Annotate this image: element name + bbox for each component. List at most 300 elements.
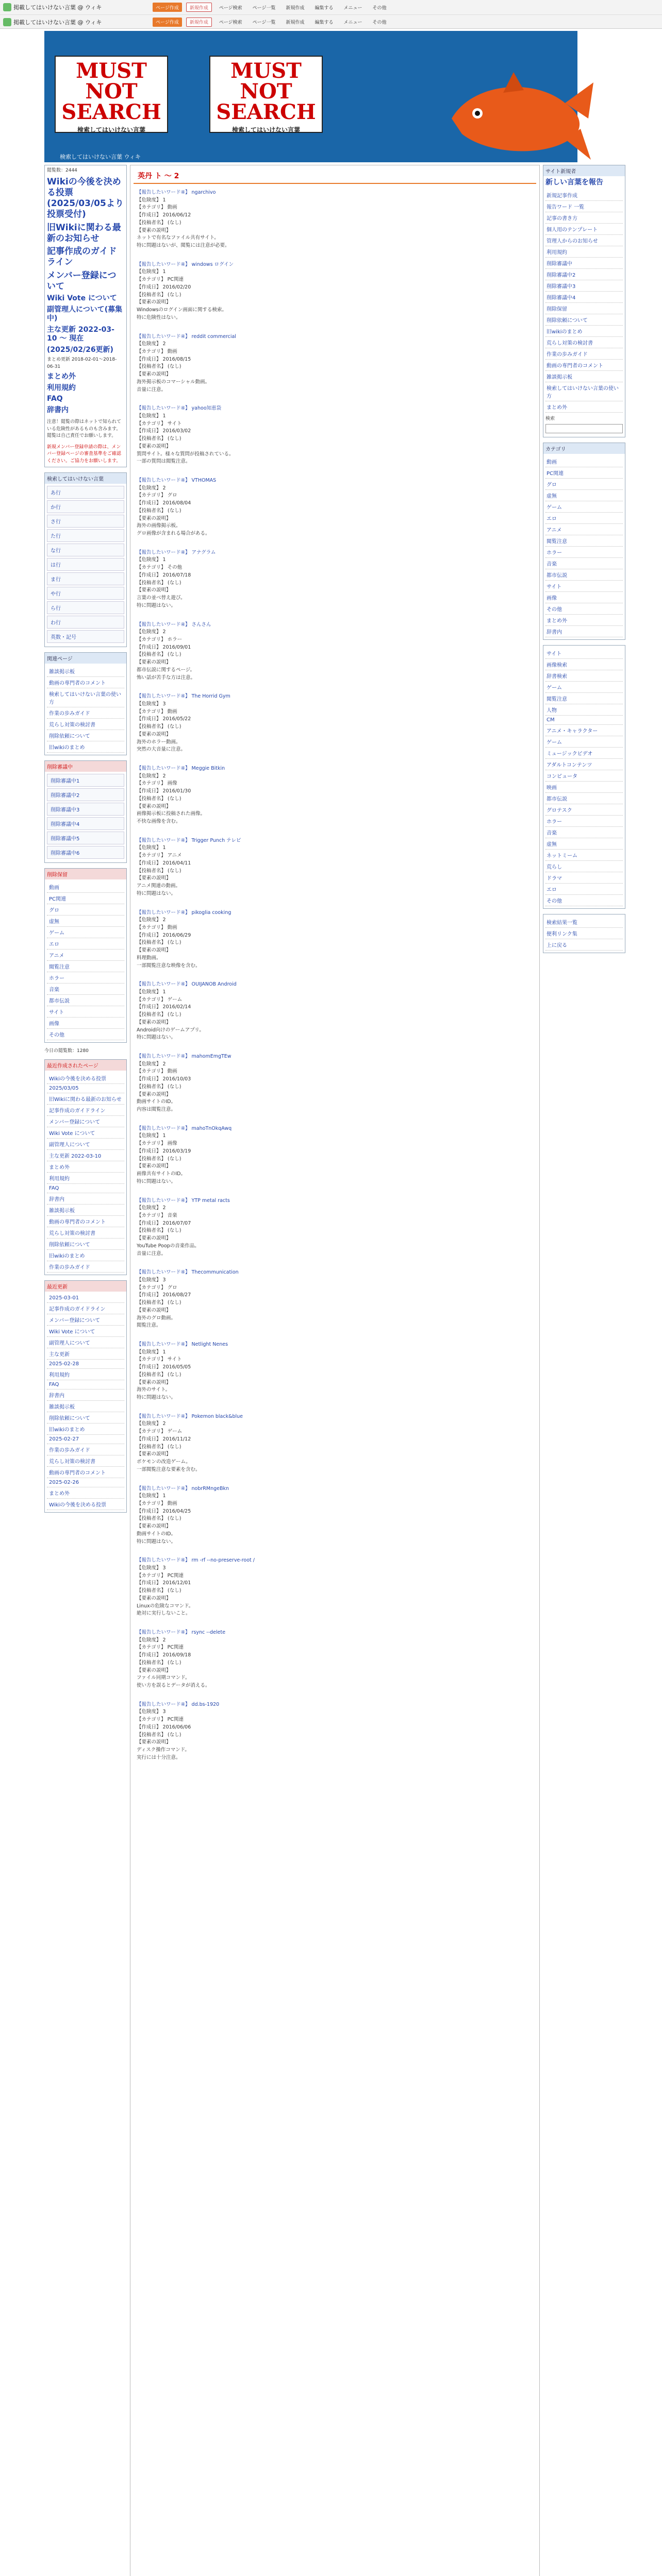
link-vote[interactable]: Wikiの今後を決める投票(2025/03/05より投票受付)	[47, 176, 124, 220]
related-item[interactable]: 削除依頼について	[47, 730, 124, 741]
update-item[interactable]: 主な更新	[47, 1348, 124, 1360]
right-link-item[interactable]: 旧wikiのまとめ	[545, 326, 623, 337]
recent-item[interactable]: 主な更新 2022-03-10	[47, 1150, 124, 1161]
kana-item[interactable]: は行	[47, 558, 124, 571]
right-side-category-item[interactable]: サイト	[545, 648, 623, 659]
link-terms[interactable]: 利用規約	[47, 383, 76, 392]
post-line: 【危険度】 2	[137, 629, 166, 635]
logo-text: MUST NOT SEARCH	[61, 59, 161, 124]
post-title[interactable]: 【報告したいワード④】 Meggie Bitkin	[137, 766, 225, 771]
post-line: 【危険度】 2	[137, 1637, 166, 1643]
post-line: 【危険度】 1	[137, 1349, 166, 1355]
right-category-item[interactable]: その他	[545, 603, 623, 615]
link-updates-date[interactable]: (2025/02/26更新)	[47, 345, 113, 354]
post-line: 【作成日】 2016/06/12	[137, 212, 191, 218]
category-item[interactable]: 閲覧注意	[47, 961, 124, 972]
hold-heading: 削除保留	[45, 869, 126, 879]
right-category-item[interactable]: 閲覧注意	[545, 535, 623, 547]
post-line: 【投稿者名】 (なし)	[137, 1444, 181, 1450]
kana-item[interactable]: さ行	[47, 515, 124, 528]
right-side-category-item[interactable]: グロテスク	[545, 804, 623, 816]
post-line: 【要素の説明】	[137, 1091, 171, 1097]
recent-item[interactable]: 動画の専門者のコメント	[47, 1216, 124, 1227]
kana-item[interactable]: 英数・記号	[47, 630, 124, 643]
right-side-category-item[interactable]: ゲーム	[545, 736, 623, 748]
new-page-button[interactable]: 新規作成	[186, 3, 212, 12]
category-item[interactable]: エロ	[47, 938, 124, 950]
update-item[interactable]: 2025-02-28	[47, 1360, 124, 1369]
recent-item[interactable]: 旧Wikiに関わる最新のお知らせ	[47, 1093, 124, 1105]
update-item[interactable]: 2025-03-01	[47, 1294, 124, 1303]
recent-item[interactable]: Wikiの今後を決める投票	[47, 1073, 124, 1084]
toolbar-menu-2[interactable]: メニュー	[343, 20, 362, 25]
update-item[interactable]: 2025-02-27	[47, 1435, 124, 1444]
toolbar-edit[interactable]: 編集する	[315, 5, 334, 11]
category-item[interactable]: 動画	[47, 882, 124, 893]
post-line: 【要素の説明】	[137, 731, 171, 737]
post-title[interactable]: 【報告したいワード④】 ngarchivo	[137, 190, 216, 195]
right-side-category-item[interactable]: 荒らし	[545, 861, 623, 872]
post-line: 【投稿者名】 (なし)	[137, 1012, 181, 1018]
category-item[interactable]: PC関連	[47, 893, 124, 904]
deletion-heading: 削除審議中	[45, 761, 126, 772]
right-side-category-item[interactable]: 虚無	[545, 838, 623, 850]
related-item[interactable]: 雑談掲示板	[47, 666, 124, 677]
right-bottom-item[interactable]: 検索結果一覧	[545, 917, 623, 928]
post-item	[137, 1125, 533, 1186]
category-item[interactable]: サイト	[47, 1006, 124, 1018]
post-line: 海外の画像掲示板。	[137, 523, 181, 529]
right-link-item[interactable]: 管理人からのお知らせ	[545, 235, 623, 246]
right-link-item[interactable]: 荒らし対策の検討書	[545, 337, 623, 348]
post-line: 不快な画像を含む。	[137, 819, 181, 825]
post-line: 【要素の説明】	[137, 659, 171, 666]
post-line: 【作成日】 2016/04/25	[137, 1508, 191, 1514]
post-item	[137, 1197, 533, 1258]
post-line: 特に問題はない。	[137, 1395, 176, 1401]
site-logo[interactable]	[55, 56, 168, 133]
right-link-item[interactable]: 削除審議中2	[545, 269, 623, 280]
link-news[interactable]: 旧Wikiに関わる最新のお知らせ	[47, 222, 121, 244]
post-title[interactable]: 【報告したいワード④】 OUIJANOB Android	[137, 981, 237, 988]
right-bottom-box	[543, 914, 625, 953]
right-side-category-item[interactable]: ドラマ	[545, 872, 623, 884]
recent-item[interactable]: 記事作成のガイドライン	[47, 1105, 124, 1116]
post-title[interactable]: 【報告したいワード④】 Pokemon black&blue	[137, 1413, 243, 1419]
post-line: YouTube Poopの音楽作品。	[137, 1243, 200, 1249]
create-page-button-2[interactable]: ページ作成	[153, 18, 182, 27]
visit-count-today: 今日の閲覧数：1280	[44, 1048, 89, 1054]
post-line: 【投稿者名】 (なし)	[137, 1732, 181, 1738]
deletion-item[interactable]: 削除審議中6	[47, 846, 124, 859]
post-line: 【投稿者名】 (なし)	[137, 1156, 181, 1162]
post-line: 【作成日】 2016/06/06	[137, 1724, 191, 1730]
update-item[interactable]: 荒らし対策の検討書	[47, 1455, 124, 1467]
right-side-category-item[interactable]: CM	[545, 716, 623, 725]
category-item[interactable]: アニメ	[47, 950, 124, 961]
post-list	[130, 189, 539, 1762]
post-title[interactable]: 【報告したいワード④】 The Horrid Gym	[137, 693, 230, 700]
right-category-item[interactable]: ゲーム	[545, 501, 623, 513]
kana-item[interactable]: な行	[47, 544, 124, 556]
summary-note: まとめ更新 2018-02-01～2018-06-31	[47, 357, 117, 369]
post-line: 【投稿者名】 (なし)	[137, 364, 181, 370]
post-title[interactable]: 【報告したいワード④】 rsync --delete	[137, 1630, 226, 1635]
post-line: 【危険度】 1	[137, 1493, 166, 1499]
post-line: 【作成日】 2016/03/19	[137, 1148, 191, 1154]
post-title[interactable]: 【報告したいワード④】 Trigger Punch テレビ	[137, 837, 241, 843]
update-item[interactable]: 削除依頼について	[47, 1412, 124, 1423]
recent-item[interactable]: 副管理人について	[47, 1139, 124, 1150]
category-item[interactable]: 虚無	[47, 916, 124, 927]
right-side-category-item[interactable]: ゲーム	[545, 682, 623, 693]
post-item	[137, 1629, 533, 1690]
post-line: 【作成日】 2016/08/04	[137, 500, 191, 506]
right-side-category-item[interactable]: 辞書検索	[545, 670, 623, 682]
post-line: 【危険度】 2	[137, 341, 166, 347]
post-line: 動画サイトのID。	[137, 1099, 176, 1105]
post-line: 【要素の説明】	[137, 587, 171, 594]
post-line: 実行には十分注意。	[137, 1754, 181, 1760]
logo-sub-2: 検索してはいけない言葉	[231, 126, 300, 133]
toolbar-new-2[interactable]: 新規作成	[286, 20, 305, 25]
right-link-item[interactable]: 削除審議中	[545, 258, 623, 269]
right-link-item[interactable]: 雑談掲示板	[545, 371, 623, 382]
right-cat-heading: カテゴリ	[543, 443, 625, 454]
site-logo-2[interactable]	[209, 56, 323, 133]
post-line: 言葉の並べ替え遊び。	[137, 595, 186, 601]
right-link-item[interactable]: 個人用のテンプレート	[545, 224, 623, 235]
post-line: 【投稿者名】 (なし)	[137, 652, 181, 658]
post-line: 【危険度】 2	[137, 485, 166, 491]
post-line: グロ画像が含まれる場合がある。	[137, 531, 210, 537]
toolbar-edit-2[interactable]: 編集する	[315, 20, 334, 25]
post-line: 【投稿者名】 (なし)	[137, 1228, 181, 1234]
right-side-category-item[interactable]: ネットミーム	[545, 850, 623, 861]
post-line: 【要素の説明】	[137, 227, 171, 233]
hold-box	[44, 868, 127, 1043]
toolbar-menu[interactable]: メニュー	[343, 5, 362, 11]
right-side-category-item[interactable]: ホラー	[545, 816, 623, 827]
recent-item[interactable]: 旧wikiのまとめ	[47, 1250, 124, 1261]
right-link-item[interactable]: 削除保留	[545, 303, 623, 314]
post-item	[137, 1485, 533, 1546]
category-item[interactable]: 都市伝説	[47, 995, 124, 1006]
right-link-item[interactable]: 新規記事作成	[545, 190, 623, 201]
post-line: 特に問題はない。	[137, 602, 176, 608]
create-page-button[interactable]: ページ作成	[153, 3, 182, 12]
related-item[interactable]: 旧wikiのまとめ	[47, 741, 124, 753]
recent-item[interactable]: 2025/03/05	[47, 1084, 124, 1093]
update-item[interactable]: 記事作成のガイドライン	[47, 1303, 124, 1314]
toolbar-more-2[interactable]: その他	[372, 20, 387, 25]
kana-item[interactable]: た行	[47, 529, 124, 542]
recent-item[interactable]: 利用規約	[47, 1173, 124, 1184]
right-link-item[interactable]: 報告ワード 一覧	[545, 201, 623, 212]
right-link-item[interactable]: 削除審議中4	[545, 292, 623, 303]
toolbar-new[interactable]: 新規作成	[286, 5, 305, 11]
site-icon	[3, 3, 11, 11]
post-line: 【作成日】 2016/01/30	[137, 788, 191, 794]
post-line: 【カテゴリ】 ゲーム	[137, 1429, 183, 1435]
right-side-category-item[interactable]: 人物	[545, 704, 623, 716]
search-input[interactable]	[545, 424, 623, 433]
post-line: 特に問題はないが、閲覧には注意が必要。	[137, 243, 230, 249]
category-item[interactable]: 音楽	[47, 984, 124, 995]
update-item[interactable]: Wikiの今後を決める投票	[47, 1499, 124, 1510]
right-category-item[interactable]: 辞書内	[545, 626, 623, 637]
post-item	[137, 189, 533, 250]
post-title[interactable]: 【報告したいワード④】 pikoglia cooking	[137, 909, 231, 916]
right-category-item[interactable]: サイト	[545, 581, 623, 592]
recent-item[interactable]: メンバー登録について	[47, 1116, 124, 1127]
deletion-item[interactable]: 削除審議中2	[47, 788, 124, 801]
post-item	[137, 837, 533, 898]
right-side-category-item[interactable]: ミュージックビデオ	[545, 748, 623, 759]
post-line: 【投稿者名】 (なし)	[137, 436, 181, 442]
post-line: 【作成日】 2016/02/14	[137, 1004, 191, 1010]
right-side-category-item[interactable]: 画像検索	[545, 659, 623, 670]
post-line: 【作成日】 2016/08/27	[137, 1292, 191, 1298]
update-item[interactable]: 利用規約	[47, 1369, 124, 1380]
post-line: 【カテゴリ】 動画	[137, 1069, 177, 1075]
category-item[interactable]: その他	[47, 1029, 124, 1040]
post-line: 【作成日】 2016/04/11	[137, 860, 191, 866]
post-line: 【投稿者名】 (なし)	[137, 795, 181, 802]
update-item[interactable]: 辞書内	[47, 1389, 124, 1401]
related-item[interactable]: 荒らし対策の検討書	[47, 719, 124, 730]
right-category-item[interactable]: 虚無	[545, 490, 623, 501]
recent-item[interactable]: 雑談掲示板	[47, 1205, 124, 1216]
right-side-category-item[interactable]: 都市伝説	[545, 793, 623, 804]
post-line: 【カテゴリ】 動画	[137, 924, 177, 930]
post-line: 【要素の説明】	[137, 1595, 171, 1601]
post-title[interactable]: 【報告したいワード④】 windows ログイン	[137, 261, 234, 267]
post-title[interactable]: 【報告したいワード④】 nobrRMngeBkn	[137, 1485, 229, 1492]
kana-item[interactable]: ら行	[47, 601, 124, 614]
kana-item[interactable]: や行	[47, 587, 124, 600]
deletion-item[interactable]: 削除審議中5	[47, 832, 124, 844]
category-item[interactable]: ゲーム	[47, 927, 124, 938]
post-title[interactable]: 【報告したいワード④】 VTHOMAS	[137, 478, 217, 483]
link-sub-admin[interactable]: 副管理人について(募集中)	[47, 305, 123, 323]
right-side-category-item[interactable]: その他	[545, 895, 623, 906]
main-content	[130, 165, 540, 2576]
right-side-category-item[interactable]: コンピュータ	[545, 770, 623, 782]
tab-title-2[interactable]: 掲載してはいけない言葉 @ ウィキ	[13, 19, 102, 26]
post-line: 【要素の説明】	[137, 371, 171, 378]
post-title[interactable]: 【報告したいワード④】 Thecommunication	[137, 1269, 239, 1276]
logo-sub: 検索してはいけない言葉	[77, 126, 145, 133]
update-item[interactable]: 副管理人について	[47, 1337, 124, 1348]
right-category-item[interactable]: グロ	[545, 479, 623, 490]
right-category-item[interactable]: アニメ	[545, 524, 623, 535]
post-line: 【作成日】 2016/06/29	[137, 932, 191, 938]
report-new-word-link[interactable]: 新しい言葉を報告	[545, 178, 603, 187]
recent-box	[44, 1059, 127, 1275]
post-title[interactable]: 【報告したいワード④】 rm -rf --no-preserve-root /	[137, 1557, 255, 1564]
post-title[interactable]: 【報告したいワード④】 mahomEmgTEw	[137, 1054, 231, 1059]
category-item[interactable]: グロ	[47, 904, 124, 916]
link-matome[interactable]: まとめ外	[47, 372, 76, 381]
kana-item[interactable]: あ行	[47, 486, 124, 499]
toolbar-page-list[interactable]: ページ一覧	[252, 5, 276, 11]
link-member[interactable]: メンバー登録について	[47, 270, 117, 292]
tab-title[interactable]: 掲載してはいけない言葉 @ ウィキ	[13, 4, 102, 11]
update-item[interactable]: 旧wikiのまとめ	[47, 1423, 124, 1435]
related-item[interactable]: 作業の歩みガイド	[47, 707, 124, 719]
post-item	[137, 405, 533, 466]
post-item	[137, 477, 533, 538]
site-icon	[3, 18, 11, 26]
deletion-list	[47, 774, 124, 859]
post-title[interactable]: 【報告したいワード④】 アナグラム	[137, 549, 216, 555]
post-title[interactable]: 【報告したいワード④】 さんさん	[137, 621, 211, 628]
post-line: 【危険度】 2	[137, 1421, 166, 1427]
category-item[interactable]: ホラー	[47, 972, 124, 984]
post-title[interactable]: 【報告したいワード④】 mahoTnOkqAwq	[137, 1125, 232, 1131]
toolbar-page-list-2[interactable]: ページ一覧	[252, 20, 276, 25]
link-updates[interactable]: 主な更新 2022-03-10 ～ 現在	[47, 325, 114, 343]
update-item[interactable]: メンバー登録について	[47, 1314, 124, 1326]
post-line: 【カテゴリ】 PC関連	[137, 1717, 184, 1723]
deletion-item[interactable]: 削除審議中3	[47, 803, 124, 816]
right-side-category-item[interactable]: 閲覧注意	[545, 693, 623, 704]
right-category-item[interactable]: まとめ外	[545, 615, 623, 626]
page-title: 英丹 ト 〜 2	[134, 168, 536, 184]
post-line: 【投稿者名】 (なし)	[137, 1300, 181, 1306]
right-side-category-item[interactable]: 音楽	[545, 827, 623, 838]
post-item	[137, 909, 533, 970]
post-line: 【要素の説明】	[137, 1451, 171, 1458]
right-link-item[interactable]: 利用規約	[545, 246, 623, 258]
link-wiki-vote[interactable]: Wiki Vote について	[47, 294, 117, 302]
post-line: 【作成日】 2016/11/12	[137, 1436, 191, 1442]
right-category-item[interactable]: PC関連	[545, 467, 623, 479]
post-line: 【要素の説明】	[137, 299, 171, 306]
post-title[interactable]: 【報告したいワード④】 reddit commercial	[137, 333, 236, 340]
right-category-item[interactable]: 都市伝説	[545, 569, 623, 581]
post-line: 【投稿者名】 (なし)	[137, 940, 181, 946]
post-line: 【作成日】 2016/05/05	[137, 1364, 191, 1370]
related-item[interactable]: 検索してはいけない言葉の使い方	[47, 688, 124, 707]
right-category-item[interactable]: 動画	[545, 456, 623, 467]
kana-item[interactable]: か行	[47, 500, 124, 513]
right-side-category-item[interactable]: 映画	[545, 782, 623, 793]
post-line: 海外掲示板のコマーシャル動画。	[137, 379, 210, 385]
right-link-item[interactable]: 作業の歩みガイド	[545, 348, 623, 360]
update-item[interactable]: 作業の歩みガイド	[47, 1444, 124, 1455]
deletion-box	[44, 760, 127, 863]
right-category-item[interactable]: ホラー	[545, 547, 623, 558]
post-line: 【カテゴリ】 動画	[137, 205, 177, 211]
right-cat-box	[543, 443, 625, 640]
post-line: 【カテゴリ】 グロ	[137, 1284, 177, 1291]
post-item	[137, 1341, 533, 1402]
right-link-item[interactable]: 削除審議中3	[545, 280, 623, 292]
post-item	[137, 765, 533, 826]
kana-item[interactable]: わ行	[47, 616, 124, 629]
right-bottom-item[interactable]: 便利リンク集	[545, 928, 623, 939]
related-item[interactable]: 動画の専門者のコメント	[47, 677, 124, 688]
new-page-button-2[interactable]: 新規作成	[186, 18, 212, 27]
recent-item[interactable]: Wiki Vote について	[47, 1127, 124, 1139]
update-item[interactable]: まとめ外	[47, 1487, 124, 1499]
post-line: 特に問題はない。	[137, 1178, 176, 1184]
right-side-category-item[interactable]: アニメ・キャラクター	[545, 725, 623, 736]
link-dict[interactable]: 辞書内	[47, 405, 69, 414]
recent-item[interactable]: 削除依頼について	[47, 1239, 124, 1250]
kana-item[interactable]: ま行	[47, 572, 124, 585]
link-guideline[interactable]: 記事作成のガイドライン	[47, 246, 117, 268]
right-side-category-list	[545, 648, 623, 906]
post-line: 【カテゴリ】 グロ	[137, 493, 177, 499]
post-item	[137, 621, 533, 682]
post-line: 【カテゴリ】 動画	[137, 348, 177, 354]
right-link-item[interactable]: まとめ外	[545, 401, 623, 413]
update-item[interactable]: 動画の専門者のコメント	[47, 1467, 124, 1478]
update-item[interactable]: Wiki Vote について	[47, 1326, 124, 1337]
right-bottom-item[interactable]: 上に戻る	[545, 939, 623, 951]
toolbar-page-search[interactable]: ページ検索	[219, 5, 242, 11]
toolbar-more[interactable]: その他	[372, 5, 387, 11]
post-line: 【危険度】 3	[137, 1565, 166, 1571]
right-category-list	[545, 456, 623, 637]
logo-text-2: MUST NOT SEARCH	[216, 59, 316, 124]
recent-item[interactable]: 荒らし対策の検討書	[47, 1227, 124, 1239]
post-line: 【投稿者名】 (なし)	[137, 724, 181, 730]
site-header	[44, 31, 577, 162]
right-side-category-item[interactable]: アダルトコンテンツ	[545, 759, 623, 770]
recent-item[interactable]: 作業の歩みガイド	[47, 1261, 124, 1273]
right-link-item[interactable]: 検索してはいけない言葉の使い方	[545, 382, 623, 401]
post-line: 【危険度】 2	[137, 773, 166, 779]
post-line: 【作成日】 2016/03/02	[137, 428, 191, 434]
recent-item[interactable]: まとめ外	[47, 1161, 124, 1173]
update-box	[44, 1280, 127, 1513]
right-link-item[interactable]: 記事の書き方	[545, 212, 623, 224]
post-item	[137, 981, 533, 1042]
update-item[interactable]: FAQ	[47, 1380, 124, 1389]
right-category-item[interactable]: エロ	[545, 513, 623, 524]
post-line: 【要素の説明】	[137, 947, 171, 954]
link-faq[interactable]: FAQ	[47, 395, 63, 403]
post-title[interactable]: 【報告したいワード④】 yahoo知恵袋	[137, 405, 222, 412]
right-category-item[interactable]: 画像	[545, 592, 623, 603]
post-title[interactable]: 【報告したいワード④】 YTP metal racts	[137, 1197, 230, 1204]
right-link-item[interactable]: 削除依頼について	[545, 314, 623, 326]
post-line: 一部の質問は閲覧注意。	[137, 459, 191, 465]
toolbar-page-search-2[interactable]: ページ検索	[219, 20, 242, 25]
right-category-item[interactable]: 音楽	[545, 558, 623, 569]
post-line: 【危険度】 1	[137, 197, 166, 203]
right-side-category-item[interactable]: エロ	[545, 884, 623, 895]
post-title[interactable]: 【報告したいワード④】 Netlight Nenes	[137, 1342, 228, 1347]
update-item[interactable]: 2025-02-26	[47, 1478, 124, 1487]
post-title[interactable]: 【報告したいワード④】 dd.bs-1920	[137, 1701, 220, 1707]
post-line: 突然の大音量に注意。	[137, 747, 186, 753]
post-line: ディスク操作コマンド。	[137, 1747, 190, 1753]
post-line: 【投稿者名】 (なし)	[137, 868, 181, 874]
deletion-item[interactable]: 削除審議中1	[47, 774, 124, 787]
post-line: 【危険度】 3	[137, 701, 166, 707]
category-item[interactable]: 画像	[47, 1018, 124, 1029]
deletion-item[interactable]: 削除審議中4	[47, 817, 124, 830]
recent-item[interactable]: FAQ	[47, 1184, 124, 1193]
update-item[interactable]: 雑談掲示板	[47, 1401, 124, 1412]
recent-item[interactable]: 辞書内	[47, 1193, 124, 1205]
right-link-item[interactable]: 動画の専門者のコメント	[545, 360, 623, 371]
